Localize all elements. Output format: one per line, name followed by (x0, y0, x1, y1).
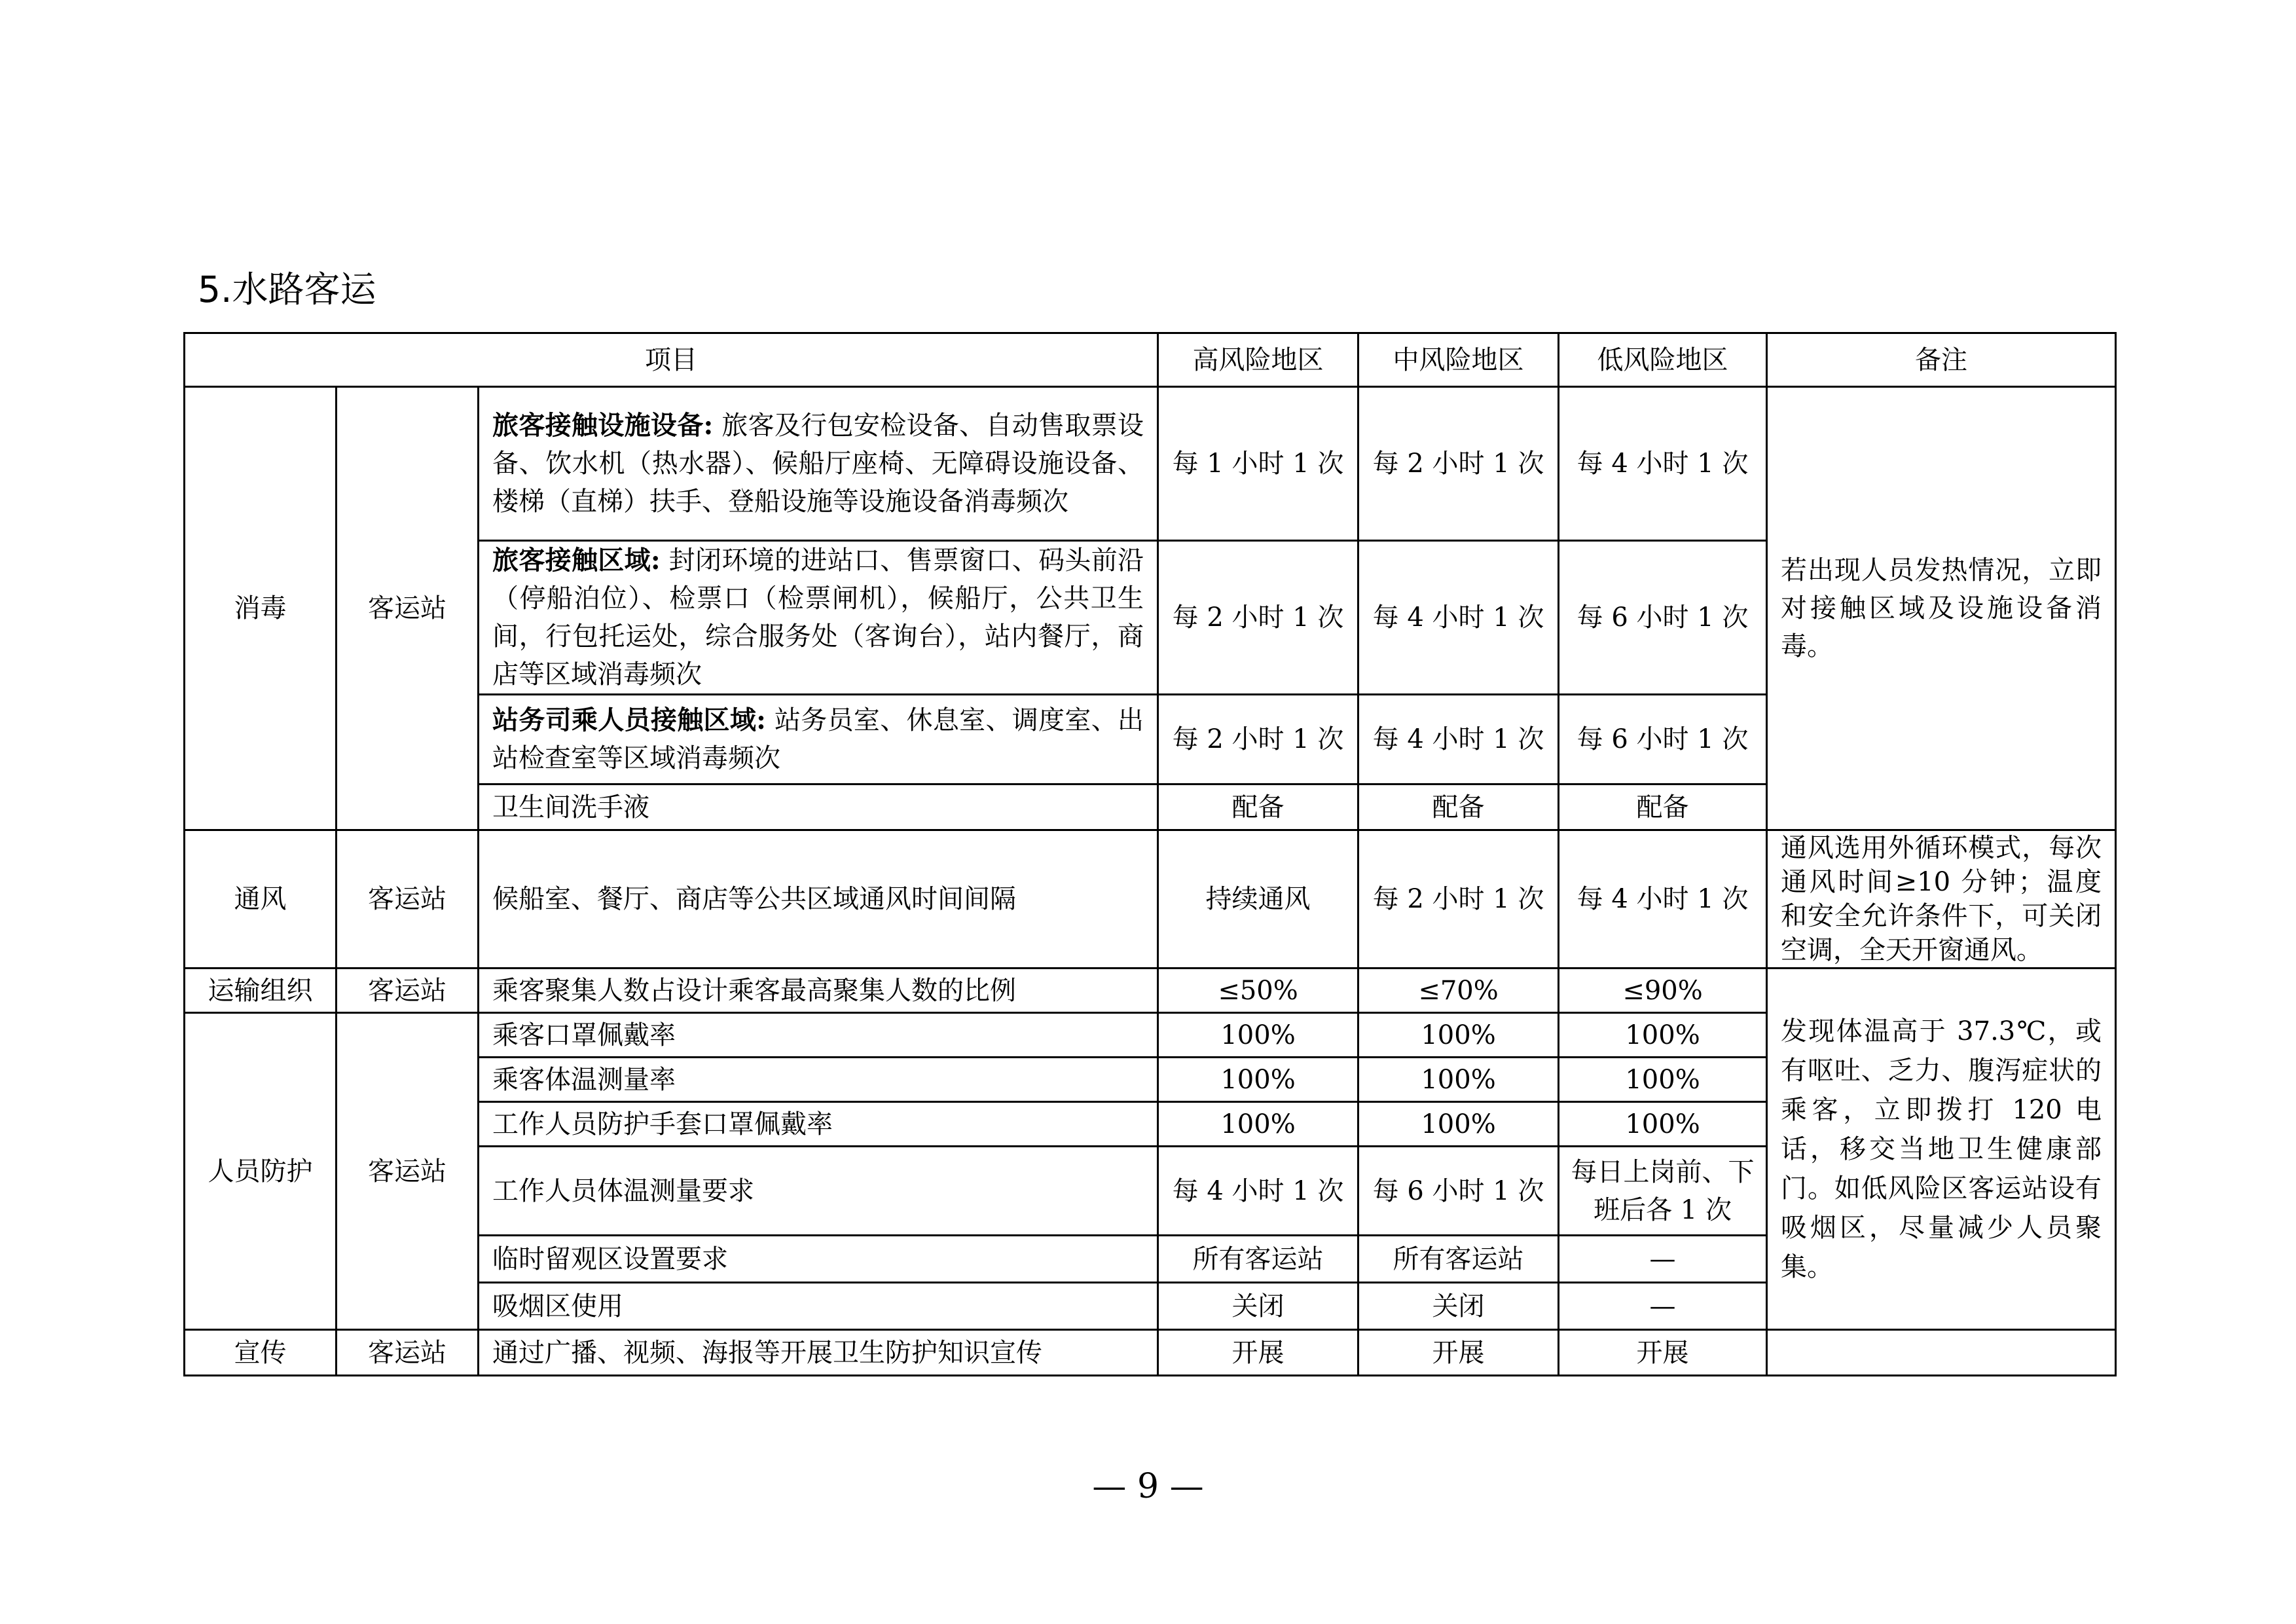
high-risk-value: 100% (1158, 1013, 1358, 1058)
mid-risk-value: 每 4 小时 1 次 (1358, 695, 1559, 784)
low-risk-value: 配备 (1559, 784, 1767, 830)
category-cell: 通风 (185, 830, 337, 969)
header-item: 项目 (185, 333, 1158, 387)
high-risk-value: 每 2 小时 1 次 (1158, 541, 1358, 695)
item-text: 封闭环境的进站口、售票窗口、码头前沿（停船泊位）、检票口（检票闸机），候船厅，公共卫生间，行包托运处，综合服务处（客询台），站内餐厅，商店等区域消毒频次 (492, 545, 1144, 690)
high-risk-value: 所有客运站 (1158, 1236, 1358, 1283)
category-cell: 宣传 (185, 1330, 337, 1376)
high-risk-value: 持续通风 (1158, 830, 1358, 969)
mid-risk-value: 100% (1358, 1102, 1559, 1147)
page-number: — 9 — (1092, 1467, 1204, 1506)
mid-risk-value: 每 6 小时 1 次 (1358, 1147, 1559, 1236)
item-description: 乘客体温测量率 (479, 1058, 1158, 1102)
low-risk-value: — (1559, 1236, 1767, 1283)
low-risk-value: 100% (1559, 1102, 1767, 1147)
item-description: 工作人员防护手套口罩佩戴率 (479, 1102, 1158, 1147)
item-lead: 站务司乘人员接触区域: (492, 705, 766, 735)
item-lead: 旅客接触设施设备: (492, 410, 714, 441)
low-risk-value: 开展 (1559, 1330, 1767, 1376)
item-description (479, 387, 1158, 541)
measures-table (183, 332, 2117, 1376)
low-risk-value: 每日上岗前、下班后各 1 次 (1559, 1147, 1767, 1236)
item-text: 站务员室、休息室、调度室、出站检查室等区域消毒频次 (492, 705, 1144, 773)
place-cell: 客运站 (337, 1330, 479, 1376)
section-title: 5.水路客运 (198, 268, 376, 310)
low-risk-value: 每 4 小时 1 次 (1559, 830, 1767, 969)
item-text: 旅客及行包安检设备、自动售取票设备、饮水机（热水器）、候船厅座椅、无障碍设施设备、楼梯（直梯）扶手、登船设施等设施设备消毒频次 (492, 411, 1144, 517)
mid-risk-value: ≤70% (1358, 969, 1559, 1013)
high-risk-value: 每 4 小时 1 次 (1158, 1147, 1358, 1236)
low-risk-value: 每 4 小时 1 次 (1559, 387, 1767, 541)
high-risk-value: 开展 (1158, 1330, 1358, 1376)
mid-risk-value: 100% (1358, 1013, 1559, 1058)
note-cell: 若出现人员发热情况，立即对接触区域及设施设备消毒。 (1767, 387, 2116, 830)
header-low-risk: 低风险地区 (1559, 333, 1767, 387)
item-description: 通过广播、视频、海报等开展卫生防护知识宣传 (479, 1330, 1158, 1376)
category-cell: 运输组织 (185, 969, 337, 1013)
mid-risk-value: 开展 (1358, 1330, 1559, 1376)
item-description: 乘客口罩佩戴率 (479, 1013, 1158, 1058)
category-cell: 人员防护 (185, 1013, 337, 1330)
item-description: 吸烟区使用 (479, 1283, 1158, 1330)
table-row (185, 387, 2116, 541)
category-cell: 消毒 (185, 387, 337, 830)
item-description: 卫生间洗手液 (479, 784, 1158, 830)
mid-risk-value: 关闭 (1358, 1283, 1559, 1330)
low-risk-value: 100% (1559, 1013, 1767, 1058)
item-description (479, 695, 1158, 784)
high-risk-value: 每 1 小时 1 次 (1158, 387, 1358, 541)
table-row (185, 830, 2116, 969)
mid-risk-value: 每 2 小时 1 次 (1358, 387, 1559, 541)
high-risk-value: 关闭 (1158, 1283, 1358, 1330)
header-mid-risk: 中风险地区 (1358, 333, 1559, 387)
note-cell: 通风选用外循环模式，每次通风时间≥10 分钟；温度和安全允许条件下，可关闭空调，全天开窗通风。 (1767, 830, 2116, 969)
high-risk-value: ≤50% (1158, 969, 1358, 1013)
note-cell: 发现体温高于 37.3℃，或有呕吐、乏力、腹泻症状的乘客，立即拨打 120 电话，移交当地卫生健康部门。如低风险区客运站设有吸烟区，尽量减少人员聚集。 (1767, 969, 2116, 1330)
mid-risk-value: 配备 (1358, 784, 1559, 830)
header-high-risk: 高风险地区 (1158, 333, 1358, 387)
high-risk-value: 100% (1158, 1058, 1358, 1102)
item-description: 乘客聚集人数占设计乘客最高聚集人数的比例 (479, 969, 1158, 1013)
place-cell: 客运站 (337, 387, 479, 830)
mid-risk-value: 每 4 小时 1 次 (1358, 541, 1559, 695)
low-risk-value: 每 6 小时 1 次 (1559, 695, 1767, 784)
header-note: 备注 (1767, 333, 2116, 387)
mid-risk-value: 所有客运站 (1358, 1236, 1559, 1283)
high-risk-value: 100% (1158, 1102, 1358, 1147)
low-risk-value: — (1559, 1283, 1767, 1330)
table-row (185, 969, 2116, 1013)
table-header-row (185, 333, 2116, 387)
item-description: 工作人员体温测量要求 (479, 1147, 1158, 1236)
low-risk-value: 100% (1559, 1058, 1767, 1102)
high-risk-value: 每 2 小时 1 次 (1158, 695, 1358, 784)
place-cell: 客运站 (337, 1013, 479, 1330)
item-lead: 旅客接触区域: (492, 545, 661, 576)
item-description (479, 541, 1158, 695)
low-risk-value: ≤90% (1559, 969, 1767, 1013)
note-cell (1767, 1330, 2116, 1376)
mid-risk-value: 100% (1358, 1058, 1559, 1102)
table-row (185, 1330, 2116, 1376)
place-cell: 客运站 (337, 969, 479, 1013)
high-risk-value: 配备 (1158, 784, 1358, 830)
item-description: 临时留观区设置要求 (479, 1236, 1158, 1283)
mid-risk-value: 每 2 小时 1 次 (1358, 830, 1559, 969)
low-risk-value: 每 6 小时 1 次 (1559, 541, 1767, 695)
item-description: 候船室、餐厅、商店等公共区域通风时间间隔 (479, 830, 1158, 969)
place-cell: 客运站 (337, 830, 479, 969)
